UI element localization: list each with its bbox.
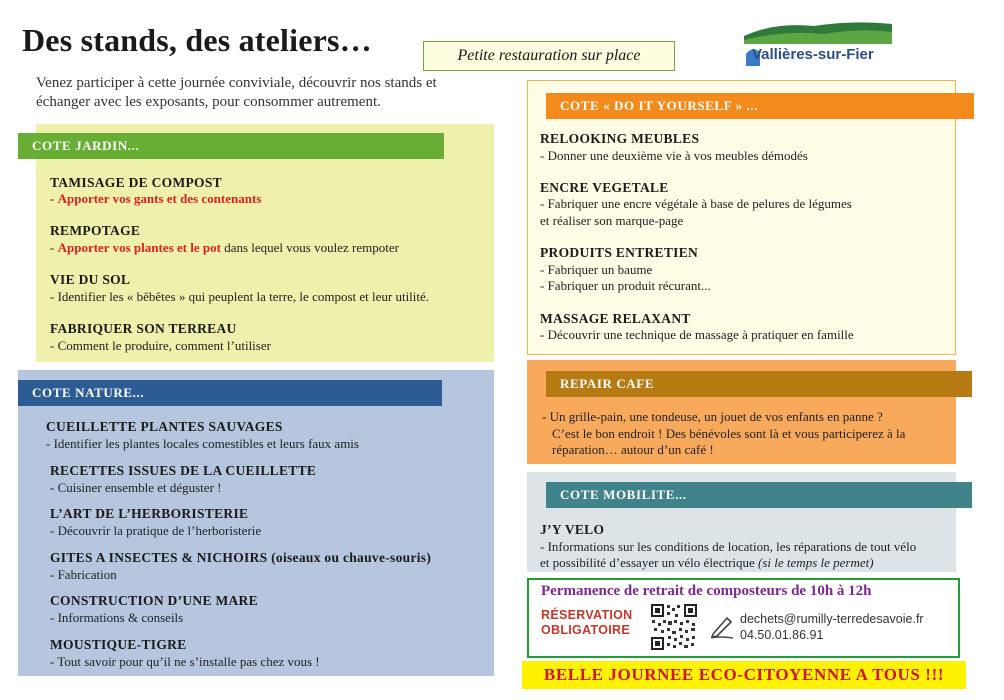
mobilite-line: - Informations sur les conditions de location, les réparations de tout vélo [540, 539, 917, 554]
nature-banner: COTE NATURE... [18, 380, 442, 406]
line-prefix: - [50, 191, 58, 206]
line-plain: et possibilité d’essayer un vélo électrique [540, 555, 759, 570]
jardin-banner: COTE JARDIN... [18, 133, 444, 159]
food-note: Petite restauration sur place [423, 41, 675, 71]
logo-text: Vallières-sur-Fier [752, 46, 874, 63]
jardin-item-line [50, 240, 399, 256]
diy-item-line: - Fabriquer un baume [540, 262, 653, 277]
pen-icon [709, 614, 735, 640]
nature-item-line: - Identifier les plantes locales comestibles et leurs faux amis [46, 436, 359, 451]
diy-item-line: - Fabriquer un produit récurant... [540, 278, 711, 293]
nature-item-title: GITES A INSECTES & NICHOIRS (oiseaux ou chauve-souris) [50, 550, 432, 565]
diy-item-title: MASSAGE RELAXANT [540, 311, 691, 326]
jardin-item-line [50, 191, 261, 207]
line-italic: (si le temps le permet) [758, 555, 874, 570]
nature-item-title: CONSTRUCTION D’UNE MARE [50, 593, 258, 608]
diy-item-title: PRODUITS ENTRETIEN [540, 245, 699, 260]
line-prefix: - [50, 240, 58, 255]
mobilite-item-title: J’Y VELO [540, 522, 605, 537]
diy-item-title: RELOOKING MEUBLES [540, 131, 700, 146]
intro-text [36, 74, 506, 112]
diy-banner: COTE « DO IT YOURSELF » ... [546, 93, 974, 119]
diy-item-line: et réaliser son marque-page [540, 213, 684, 228]
nature-item-title: RECETTES ISSUES DE LA CUEILLETTE [50, 463, 317, 478]
reservation-line: RÉSERVATION [541, 608, 633, 622]
nature-item-line: - Informations & conseils [50, 610, 184, 625]
jardin-item-title: REMPOTAGE [50, 223, 141, 238]
line-rest: dans lequel vous voulez rempoter [220, 240, 399, 255]
jardin-item-line: - Identifier les « bêbêtes » qui peuplent la terre, le compost et leur utilité. [50, 289, 430, 304]
intro-line: Venez participer à cette journée conviviale, découvrir nos stands et [36, 75, 437, 91]
nature-item-line: - Fabrication [50, 567, 117, 582]
repair-banner: REPAIR CAFE [546, 371, 972, 397]
jardin-item-title: TAMISAGE DE COMPOST [50, 175, 222, 190]
diy-item-title: ENCRE VEGETALE [540, 180, 669, 195]
email-link[interactable]: dechets@rumilly-terredesavoie.fr [740, 612, 924, 626]
mobilite-banner: COTE MOBILITE... [546, 482, 972, 508]
intro-line: échanger avec les exposants, pour consommer autrement. [36, 94, 381, 110]
nature-item-title: CUEILLETTE PLANTES SAUVAGES [46, 419, 283, 434]
reservation-line: OBLIGATOIRE [541, 623, 630, 637]
repair-line: C’est le bon endroit ! Des bénévoles sont là et vous participerez à la [552, 426, 906, 441]
jardin-item-title: FABRIQUER SON TERREAU [50, 321, 237, 336]
nature-item-line: - Cuisiner ensemble et déguster ! [50, 480, 222, 495]
reservation-notice [541, 608, 633, 638]
permanence-title: Permanence de retrait de composteurs de 10h à 12h [541, 583, 872, 599]
diy-item-line: - Donner une deuxième vie à vos meubles démodés [540, 148, 808, 163]
jardin-item-title: VIE DU SOL [50, 272, 131, 287]
mobilite-line [540, 555, 874, 571]
highlight-text: Apporter vos gants et des contenants [57, 191, 262, 206]
repair-line: - Un grille-pain, une tondeuse, un jouet de vos enfants en panne ? [542, 409, 883, 424]
nature-item-line: - Tout savoir pour qu’il ne s’installe pas chez vous ! [50, 654, 320, 669]
phone-number: 04.50.01.86.91 [740, 628, 824, 642]
mountain-logo-icon [744, 18, 892, 70]
qr-code-icon[interactable] [650, 603, 698, 651]
nature-item-line: - Découvrir la pratique de l’herboristerie [50, 523, 262, 538]
jardin-item-line: - Comment le produire, comment l’utiliser [50, 338, 271, 353]
diy-item-line: - Fabriquer une encre végétale à base de pelures de légumes [540, 196, 852, 211]
nature-item-title: L’ART DE L’HERBORISTERIE [50, 506, 249, 521]
highlight-text: Apporter vos plantes et le pot [57, 240, 221, 255]
footer-banner: BELLE JOURNEE ECO-CITOYENNE A TOUS !!! [522, 661, 966, 689]
nature-item-title: MOUSTIQUE-TIGRE [50, 637, 187, 652]
diy-item-line: - Découvrir une technique de massage à pratiquer en famille [540, 327, 854, 342]
repair-line: réparation… autour d’un café ! [552, 442, 714, 457]
contact-info [740, 611, 924, 643]
page-title: Des stands, des ateliers… [22, 22, 372, 58]
